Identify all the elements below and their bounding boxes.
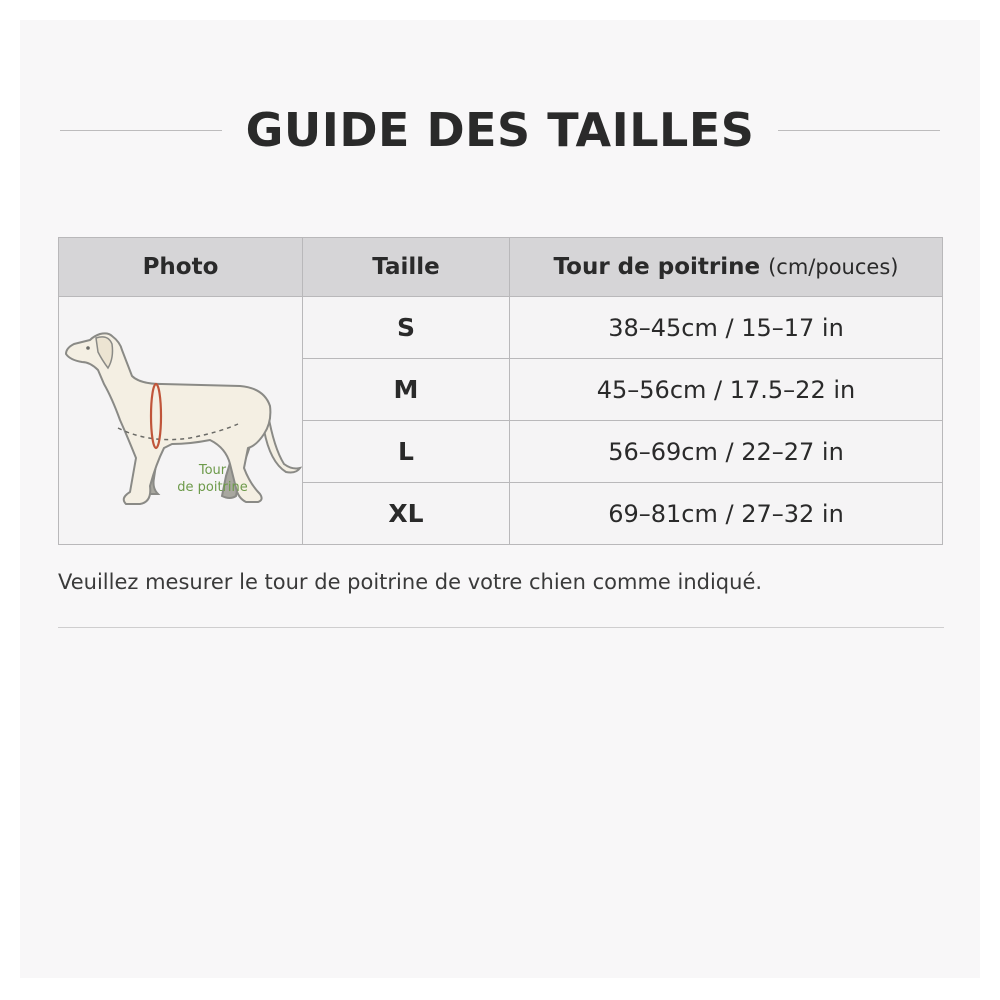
title-row: [60, 95, 940, 165]
chest-measure-label-line2: de poitrine: [177, 479, 248, 495]
photo-cell: [59, 297, 303, 545]
chest-measure-label: [170, 462, 256, 496]
chest-range-cell: 45–56cm / 17.5–22 in: [510, 359, 943, 421]
size-cell: M: [303, 359, 510, 421]
chest-range-cell: 56–69cm / 22–27 in: [510, 421, 943, 483]
page-title: GUIDE DES TAILLES: [245, 103, 755, 157]
title-rule-left: [60, 130, 222, 131]
column-header-chest: [510, 238, 943, 297]
column-header-chest-label: Tour de poitrine: [553, 254, 761, 280]
size-cell: L: [303, 421, 510, 483]
chest-measure-label-line1: Tour: [198, 462, 227, 478]
chest-range-cell: 38–45cm / 15–17 in: [510, 297, 943, 359]
table-row: [59, 297, 943, 359]
chest-range-cell: 69–81cm / 27–32 in: [510, 483, 943, 545]
bottom-divider: [58, 627, 944, 628]
title-rule-right: [778, 130, 940, 131]
size-table: [58, 237, 943, 545]
measurement-note: Veuillez mesurer le tour de poitrine de votre chien comme indiqué.: [58, 570, 763, 594]
column-header-photo: Photo: [59, 238, 303, 297]
column-header-chest-unit: (cm/pouces): [768, 255, 899, 279]
table-header-row: [59, 238, 943, 297]
dog-illustration: [60, 298, 302, 544]
dog-chest-measure-icon: [60, 298, 302, 544]
size-cell: XL: [303, 483, 510, 545]
column-header-size: Taille: [303, 238, 510, 297]
size-cell: S: [303, 297, 510, 359]
